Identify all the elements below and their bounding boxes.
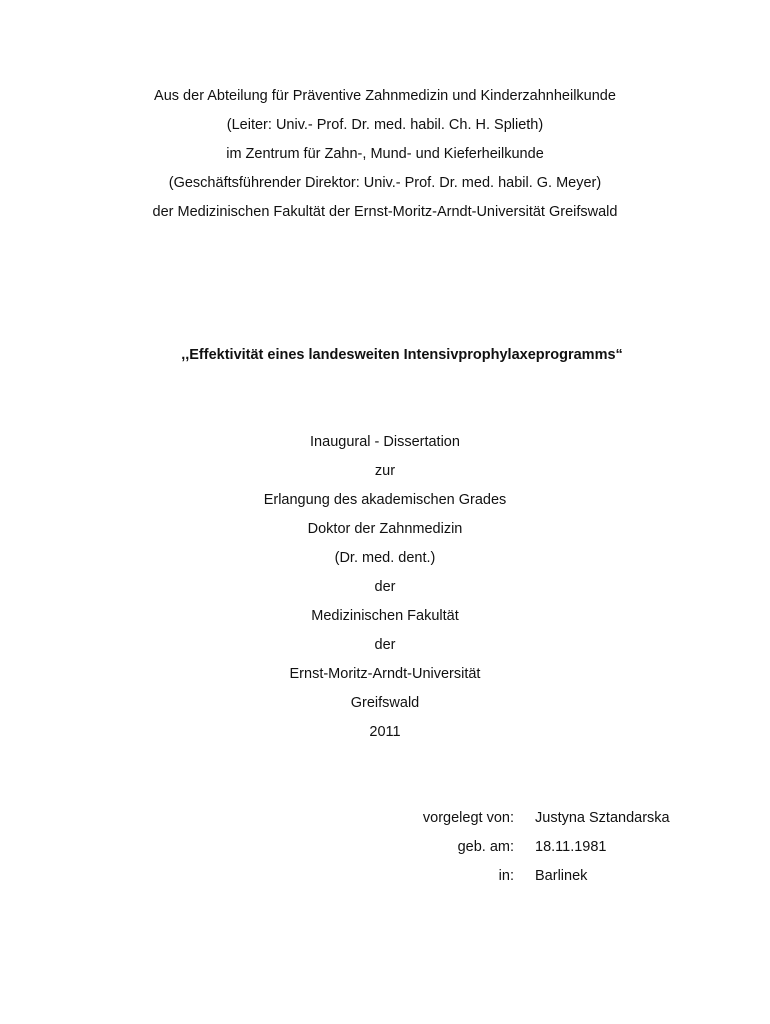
institution-header [0, 86, 770, 231]
info-value: Barlinek [535, 868, 588, 884]
diss-line-der-1: der [374, 579, 396, 595]
info-label: in: [498, 868, 514, 884]
header-director: (Geschäftsführender Direktor: Univ.- Prof. Dr. med. habil. G. Meyer) [168, 175, 602, 191]
info-row-birth-place [0, 866, 770, 895]
header-faculty: der Medizinischen Fakultät der Ernst-Moritz-Arndt-Universität Greifswald [152, 204, 618, 220]
diss-line-zur: zur [374, 463, 396, 479]
author-info [0, 808, 770, 895]
diss-line-university: Ernst-Moritz-Arndt-Universität [289, 666, 481, 682]
diss-line-faculty: Medizinischen Fakultät [311, 608, 459, 624]
diss-line-city: Greifswald [350, 695, 420, 711]
info-label: vorgelegt von: [422, 810, 514, 826]
info-value: 18.11.1981 [535, 839, 607, 855]
header-center: im Zentrum für Zahn-, Mund- und Kieferheilkunde [226, 146, 544, 162]
dissertation-title: ,,Effektivität eines landesweiten Intensivprophylaxeprogramms“ [181, 347, 623, 363]
info-row-submitted-by [0, 808, 770, 837]
diss-line-erlangung: Erlangung des akademischen Grades [263, 492, 507, 508]
dissertation-statement [0, 432, 770, 751]
diss-line-der-2: der [374, 637, 396, 653]
header-department: Aus der Abteilung für Präventive Zahnmedizin und Kinderzahnheilkunde [154, 88, 616, 104]
diss-line-degree: Doktor der Zahnmedizin [307, 521, 463, 537]
header-department-head: (Leiter: Univ.- Prof. Dr. med. habil. Ch. H. Splieth) [226, 117, 544, 133]
info-value: Justyna Sztandarska [535, 810, 670, 826]
info-label: geb. am: [457, 839, 514, 855]
diss-line-degree-abbr: (Dr. med. dent.) [334, 550, 436, 566]
diss-line-type: Inaugural - Dissertation [310, 434, 460, 450]
diss-line-year: 2011 [369, 724, 401, 740]
info-row-birth-date [0, 837, 770, 866]
